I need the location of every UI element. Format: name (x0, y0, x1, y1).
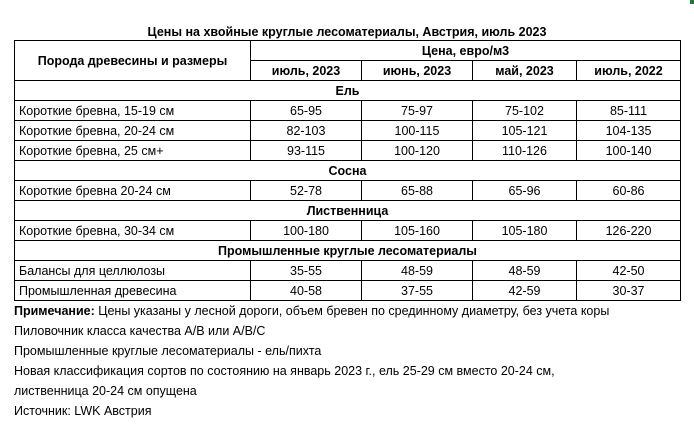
price-cell: 65-88 (362, 181, 473, 201)
row-label: Короткие бревна, 30-34 см (15, 221, 251, 241)
table-row (15, 181, 681, 201)
section-row (15, 81, 681, 101)
note-line (14, 301, 690, 321)
corner-marker (690, 0, 694, 4)
source-note: Источник: LWK Австрия (14, 404, 152, 418)
section-title: Ель (15, 81, 681, 101)
industrial-note: Промышленные круглые лесоматериалы - ель/пихта (14, 344, 322, 358)
price-cell: 65-96 (473, 181, 577, 201)
price-cell: 42-59 (473, 281, 577, 301)
section-title: Промышленные круглые лесоматериалы (15, 241, 681, 261)
section-title: Лиственница (15, 201, 681, 221)
table-row (15, 141, 681, 161)
price-cell: 52-78 (251, 181, 362, 201)
price-cell: 105-180 (473, 221, 577, 241)
table-row (15, 221, 681, 241)
classification-note: Новая классификация сортов по состоянию на январь 2023 г., ель 25-29 см вместо 20-24 см, (14, 364, 555, 378)
section-row (15, 161, 681, 181)
price-cell: 104-135 (577, 121, 681, 141)
price-cell: 35-55 (251, 261, 362, 281)
table-row (15, 281, 681, 301)
price-cell: 48-59 (362, 261, 473, 281)
grade-note: Пиловочник класса качества A/B или A/B/C (14, 324, 266, 338)
price-cell: 93-115 (251, 141, 362, 161)
section-row (15, 241, 681, 261)
note-text: Цены указаны у лесной дороги, объем бревен по срединному диаметру, без учета коры (94, 304, 610, 318)
price-cell: 60-86 (577, 181, 681, 201)
period-header: июль, 2022 (577, 61, 681, 81)
price-cell: 105-160 (362, 221, 473, 241)
period-header: май, 2023 (473, 61, 577, 81)
price-column-header: Цена, евро/м3 (251, 41, 681, 61)
price-cell: 100-120 (362, 141, 473, 161)
table-row (15, 121, 681, 141)
period-header: июнь, 2023 (362, 61, 473, 81)
price-cell: 37-55 (362, 281, 473, 301)
price-cell: 100-180 (251, 221, 362, 241)
species-column-header: Порода древесины и размеры (15, 41, 251, 81)
price-cell: 105-121 (473, 121, 577, 141)
classification-note-continued: лиственница 20-24 см опущена (14, 384, 197, 398)
price-cell: 100-140 (577, 141, 681, 161)
row-label: Короткие бревна 20-24 см (15, 181, 251, 201)
note-label: Примечание: (14, 304, 95, 318)
row-label: Короткие бревна, 20-24 см (15, 121, 251, 141)
notes-block (14, 301, 690, 421)
row-label: Короткие бревна, 15-19 см (15, 101, 251, 121)
price-cell: 48-59 (473, 261, 577, 281)
table-row (15, 101, 681, 121)
price-cell: 42-50 (577, 261, 681, 281)
price-cell: 100-115 (362, 121, 473, 141)
period-header: июль, 2023 (251, 61, 362, 81)
table-row (15, 261, 681, 281)
price-cell: 65-95 (251, 101, 362, 121)
price-cell: 75-97 (362, 101, 473, 121)
section-row (15, 201, 681, 221)
price-table (14, 40, 681, 301)
table-title: Цены на хвойные круглые лесоматериалы, Австрия, июль 2023 (147, 25, 547, 39)
section-title: Сосна (15, 161, 681, 181)
price-cell: 110-126 (473, 141, 577, 161)
price-cell: 75-102 (473, 101, 577, 121)
price-cell: 82-103 (251, 121, 362, 141)
price-cell: 40-58 (251, 281, 362, 301)
price-cell: 85-111 (577, 101, 681, 121)
row-label: Промышленная древесина (15, 281, 251, 301)
row-label: Короткие бревна, 25 см+ (15, 141, 251, 161)
row-label: Балансы для целлюлозы (15, 261, 251, 281)
price-cell: 30-37 (577, 281, 681, 301)
price-cell: 126-220 (577, 221, 681, 241)
